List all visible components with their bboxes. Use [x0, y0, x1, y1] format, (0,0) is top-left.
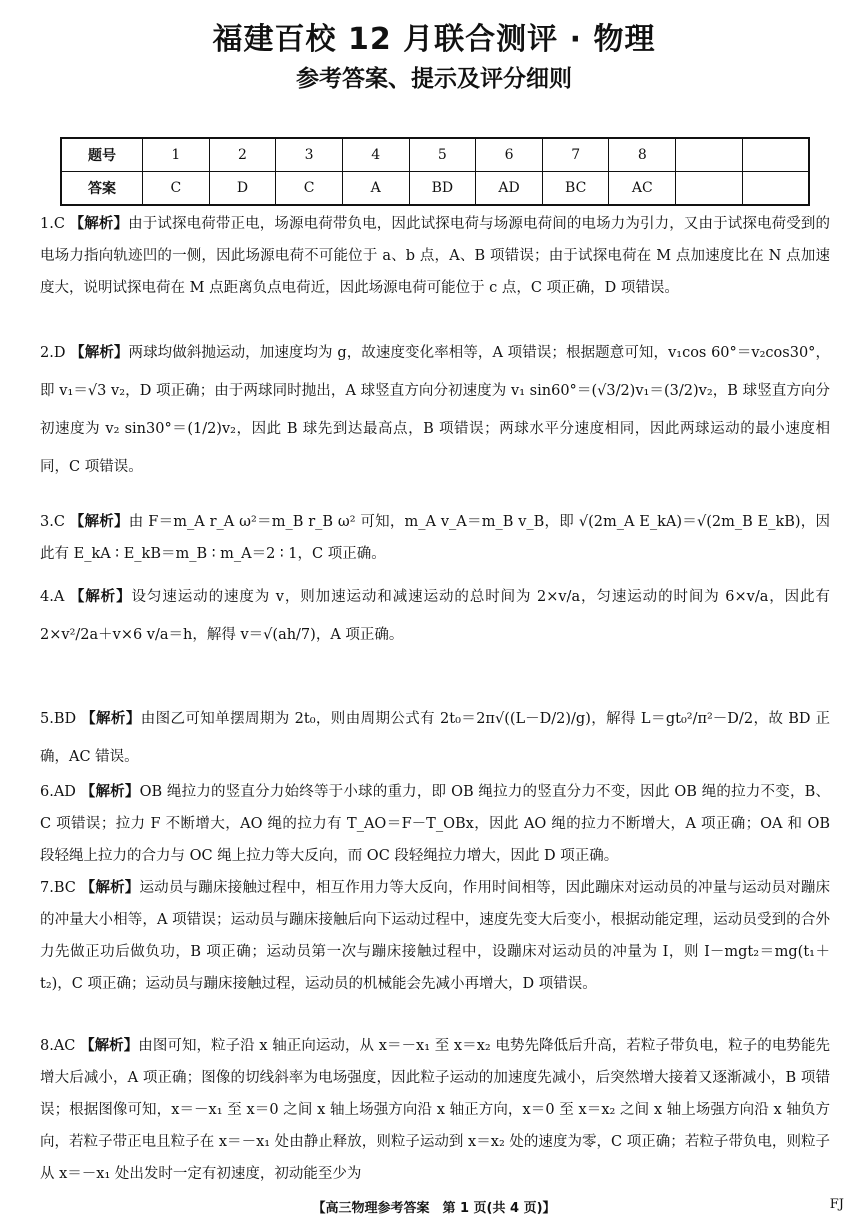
solution-text: OB 绳拉力的竖直分力始终等于小球的重力，即 OB 绳拉力的竖直分力不变，因此 OB 绳的拉力不变，B、C 项错误；拉力 F 不断增大，AO 绳的拉力有 T_AO＝F－T_OBx，因此 AO 绳的拉力不断增大，A 项正确；OA 和 OB 段轻绳上拉力的合力与 OC 绳上拉力等大反向，而 OC 段轻绳拉力增大，因此 D 项正确。 — [40, 784, 831, 864]
page-footer: 【高三物理参考答案 第 1 页(共 4 页)】 — [312, 1201, 556, 1216]
table-cell: 6 — [476, 138, 543, 172]
solution-text: 由图可知，粒子沿 x 轴正向运动，从 x＝－x₁ 至 x＝x₂ 电势先降低后升高，若粒子带负电，粒子的电势能先增大后减小，A 项正确；图像的切线斜率为电场强度，因此粒子运动的加速度先减小，后突然增大接着又逐渐减小，B 项错误；根据图像可知，x＝－x₁ 至 x＝0 之间 x 轴上场强方向沿 x 轴正方向，x＝0 至 x＝x₂ 之间 x 轴上场强方向沿 x 轴负方向，若粒子带正电且粒子在 x＝－x₁ 处由静止释放，则粒子运动到 x＝x₂ 处的速度为零，C 项正确；若粒子带负电，则粒子从 x＝－x₁ 处出发时一定有初速度，初动能至少为 — [40, 1038, 831, 1182]
table-row-numbers — [61, 138, 809, 172]
analysis-tag: 【解析】 — [80, 784, 140, 800]
table-cell: BD — [409, 172, 476, 206]
table-cell — [742, 138, 809, 172]
solution-number: 7.BC — [40, 880, 76, 896]
table-cell: 2 — [209, 138, 276, 172]
analysis-tag: 【解析】 — [80, 880, 140, 896]
footer-code: FJ — [829, 1197, 844, 1212]
table-cell: A — [342, 172, 409, 206]
analysis-tag: 【解析】 — [70, 345, 129, 361]
row-label-numbers: 题号 — [61, 138, 143, 172]
solution-number: 1.C — [40, 216, 65, 232]
analysis-tag: 【解析】 — [81, 711, 141, 727]
table-cell: D — [209, 172, 276, 206]
analysis-tag: 【解析】 — [69, 589, 132, 605]
solution-4 — [40, 578, 830, 654]
table-cell: AC — [609, 172, 676, 206]
solution-3 — [40, 506, 830, 570]
table-cell: 3 — [276, 138, 343, 172]
solution-text: 设匀速运动的速度为 v，则加速运动和减速运动的总时间为 2×v/a，匀速运动的时间为 6×v/a，因此有 2×v²/2a＋v×6 v/a＝h，解得 v＝√(ah/7)，A 项正确。 — [40, 589, 830, 643]
table-cell: 4 — [342, 138, 409, 172]
table-cell: C — [276, 172, 343, 206]
solution-text: 由图乙可知单摆周期为 2t₀，则由周期公式有 2t₀＝2π√((L－D/2)/g)，解得 L＝gt₀²/π²－D/2，故 BD 正确，AC 错误。 — [40, 711, 831, 765]
solution-number: 6.AD — [40, 784, 76, 800]
table-cell — [676, 172, 743, 206]
solution-number: 8.AC — [40, 1038, 76, 1054]
table-cell: 8 — [609, 138, 676, 172]
solution-5 — [40, 700, 830, 776]
page-title: 福建百校 12 月联合测评 · 物理 — [212, 22, 656, 57]
table-cell — [742, 172, 809, 206]
solution-1 — [40, 208, 830, 304]
analysis-tag: 【解析】 — [80, 1038, 139, 1054]
table-cell: 5 — [409, 138, 476, 172]
solution-7 — [40, 872, 830, 1000]
analysis-tag: 【解析】 — [69, 216, 129, 232]
solution-number: 5.BD — [40, 711, 77, 727]
answer-table — [60, 137, 810, 206]
solution-text: 由 F＝m_A r_A ω²＝m_B r_B ω² 可知，m_A v_A＝m_B v_B，即 √(2m_A E_kA)＝√(2m_B E_kB)，因此有 E_kA ∶ E_kB＝m_B ∶ m_A＝2 ∶ 1，C 项正确。 — [40, 514, 831, 562]
solution-text: 两球均做斜抛运动，加速度均为 g，故速度变化率相等，A 项错误；根据题意可知，v₁cos 60°＝v₂cos30°，即 v₁＝√3 v₂，D 项正确；由于两球同时抛出，A 球竖直方向分初速度为 v₁ sin60°＝(√3/2)v₁＝(3/2)v₂，B 球竖直方向分初速度为 v₂ sin30°＝(1/2)v₂，因此 B 球先到达最高点，B 项错误；两球水平分速度相同，因此两球运动的最小速度相同，C 项错误。 — [40, 345, 831, 475]
table-cell — [676, 138, 743, 172]
page-subtitle: 参考答案、提示及评分细则 — [296, 66, 572, 92]
table-cell: C — [143, 172, 210, 206]
solution-6 — [40, 776, 830, 872]
solution-8 — [40, 1030, 830, 1190]
solution-2 — [40, 334, 830, 486]
solution-text: 运动员与蹦床接触过程中，相互作用力等大反向，作用时间相等，因此蹦床对运动员的冲量与运动员对蹦床的冲量大小相等，A 项错误；运动员与蹦床接触后向下运动过程中，速度先变大后变小，根据动能定理，运动员受到的合外力先做正功后做负功，B 项正确；运动员第一次与蹦床接触过程中，设蹦床对运动员的冲量为 I，则 I－mgt₂＝mg(t₁＋t₂)，C 项正确；运动员与蹦床接触过程，运动员的机械能会先减小再增大，D 项错误。 — [40, 880, 831, 992]
table-cell: AD — [476, 172, 543, 206]
table-row-answers — [61, 172, 809, 206]
table-cell: BC — [542, 172, 609, 206]
analysis-tag: 【解析】 — [69, 514, 129, 530]
solution-number: 3.C — [40, 514, 65, 530]
solution-number: 4.A — [40, 589, 65, 605]
solution-text: 由于试探电荷带正电，场源电荷带负电，因此试探电荷与场源电荷间的电场力为引力，又由于试探电荷受到的电场力指向轨迹凹的一侧，因此场源电荷不可能位于 a、b 点，A、B 项错误；由于试探电荷在 M 点加速度比在 N 点加速度大，说明试探电荷在 M 点距离负点电荷近，因此场源电荷可能位于 c 点，C 项正确，D 项错误。 — [40, 216, 831, 296]
solution-number: 2.D — [40, 345, 66, 361]
table-cell: 7 — [542, 138, 609, 172]
table-cell: 1 — [143, 138, 210, 172]
row-label-answers: 答案 — [61, 172, 143, 206]
